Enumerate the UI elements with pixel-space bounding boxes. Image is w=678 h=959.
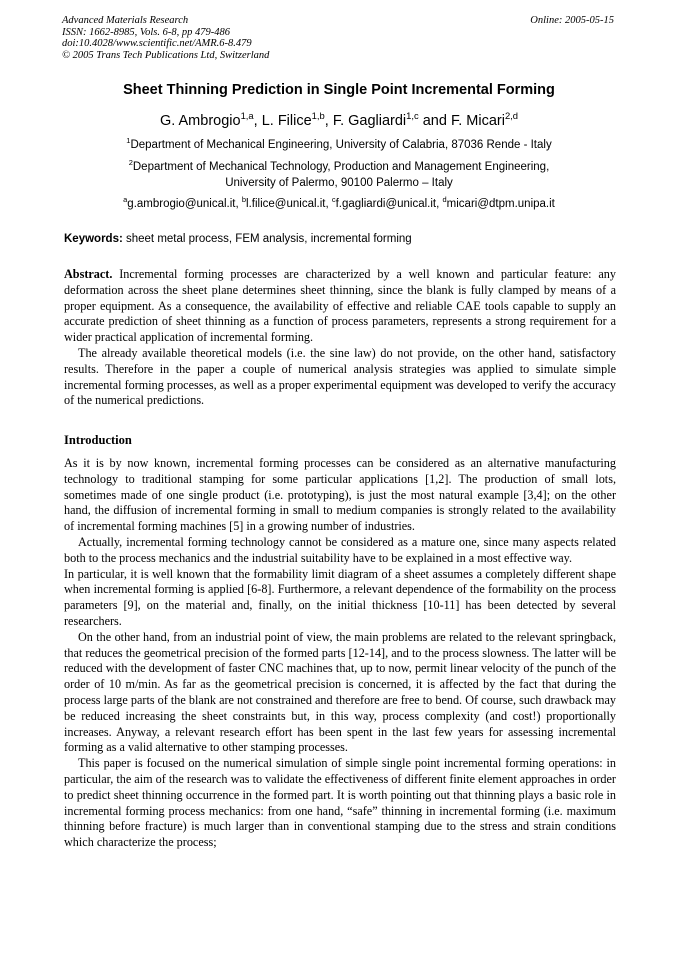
affiliation-text: Department of Mechanical Engineering, University of Calabria, 87036 Rende - Italy xyxy=(130,139,552,151)
abstract-paragraph xyxy=(64,267,616,346)
email-address: micari@dtpm.unipa.it xyxy=(446,198,555,210)
author-name: L. Filice xyxy=(261,113,312,129)
copyright-line: © 2005 Trans Tech Publications Ltd, Switzerland xyxy=(62,49,270,61)
keywords-text: sheet metal process, FEM analysis, incremental forming xyxy=(122,233,412,245)
issn-line: ISSN: 1662-8985, Vols. 6-8, pp 479-486 xyxy=(62,26,230,38)
affiliation-1 xyxy=(0,137,678,153)
online-date: Online: 2005-05-15 xyxy=(530,15,614,26)
author-name: F. Micari xyxy=(450,113,505,129)
body-paragraph: As it is by now known, incremental forming processes can be considered as an alternative manufacturing technology to traditional stamping for some particular applications [1,2]. The production of small lots, sometimes made of one single product (i.e. prototyping), is just the most natural example [3,4]; on the other hand, the diffusion of incremental forming in small to medium companies is strongly related to the availability of incremental forming machines [5] in a growing number of industries. xyxy=(64,456,616,534)
paper-title: Sheet Thinning Prediction in Single Point Incremental Forming xyxy=(123,82,555,98)
email-sup: a xyxy=(123,195,128,205)
email-sup: d xyxy=(442,195,447,205)
section-heading: Introduction xyxy=(64,433,132,447)
email-sup: b xyxy=(241,195,247,205)
body-paragraph: In particular, it is well known that the formability limit diagram of a sheet assumes a completely different shape when incremental forming is applied [6-8]. Furthermore, a relevant dependence of the formability on the process parameters [9], on the material and, finally, on the initial thickness [10-11] has been detected by several researchers. xyxy=(64,566,616,628)
affiliation-line: University of Palermo, 90100 Palermo – Italy xyxy=(225,177,453,189)
author-sep: and xyxy=(418,113,451,129)
abstract-text: Incremental forming processes are characterized by a well known and particular feature: any deformation across the sheet plane determines sheet thinning, since the blank is fully clamped by means of a proper equipment. As a consequence, the availability of effective and reliable CAE tools capable to supply an accurate prediction of sheet thinning as a function of process parameters, represents a strong requirement for a wider practical application of incremental forming. xyxy=(64,267,616,345)
journal-name: Advanced Materials Research xyxy=(62,15,189,26)
abstract xyxy=(64,267,616,409)
author-list xyxy=(0,110,678,129)
abstract-paragraph: The already available theoretical models (i.e. the sine law) do not provide, on the other hand, satisfactory results. Therefore in the paper a couple of numerical analysis strategies was applied to simulate simple incremental forming processes, as well as a proper experimental equipment was developed to verify the accuracy of the numerical predictions. xyxy=(64,345,616,408)
abstract-label: Abstract. xyxy=(64,267,113,281)
journal-header xyxy=(62,15,269,61)
email-list xyxy=(0,196,678,212)
email-address: f.gagliardi@unical.it xyxy=(335,198,437,210)
author-sup: 1,c xyxy=(406,110,419,122)
author-name: G. Ambrogio xyxy=(159,113,241,129)
email-sep: , xyxy=(325,198,332,210)
author-sup: 1,b xyxy=(311,110,325,122)
affiliation-line xyxy=(0,159,678,175)
keywords-label: Keywords: xyxy=(64,233,123,245)
affiliation-2 xyxy=(0,159,678,191)
author-sep: , xyxy=(253,113,262,129)
introduction-body xyxy=(64,456,616,851)
affiliation-text: Department of Mechanical Technology, Production and Management Engineering, xyxy=(132,161,550,173)
author-sup: 1,a xyxy=(240,110,254,122)
affiliation-sup: 1 xyxy=(126,136,131,146)
body-paragraph: This paper is focused on the numerical simulation of simple single point incremental forming operations: in particular, the aim of the research was to validate the effectiveness of different finite element approaches in order to predict sheet thinning occurrence in the formed part. It is worth pointing out that thinning plays a basic role in incremental forming process mechanics: from one hand, “safe” thinning in incremental forming (i.e. maximum thinning before fracture) is much larger than in conventional stamping due to the stress and strain conditions which characterize the process; xyxy=(64,756,616,850)
doi-line: doi:10.4028/www.scientific.net/AMR.6-8.479 xyxy=(62,38,252,49)
author-sup: 2,d xyxy=(504,110,519,122)
email-sep: , xyxy=(436,198,443,210)
email-address: l.filice@unical.it xyxy=(246,198,326,210)
body-paragraph: On the other hand, from an industrial point of view, the main problems are related to the relevant springback, that reduces the geometrical precision of the formed parts [12-14], and to the process slowness. The latter will be reduced with the development of faster CNC machines that, up to now, permit linear velocity of the punch of the order of 10 m/min. As far as the geometrical precision is concerned, it is affected by the fact that during the process large parts of the blank are not constrained and therefore are free to bend. Of course, such drawback may be reduced increasing the sheet constraints but, in this way, process complexity (and cost!) proportionally increases. Anyway, a relevant research effort has been spent in the last few years for assessing incremental forming as a valid alternative to other stamping processes. xyxy=(64,629,616,755)
email-address: g.ambrogio@unical.it xyxy=(127,198,236,210)
affiliation-sup: 2 xyxy=(128,158,133,168)
body-paragraph: Actually, incremental forming technology cannot be considered as a mature one, since many aspects related both to the process mechanics and the industrial suitability have to be explained in a most effective way. xyxy=(64,534,616,565)
email-sup: c xyxy=(331,195,336,205)
keywords xyxy=(64,233,616,245)
email-sep: , xyxy=(235,198,242,210)
author-sep: , xyxy=(324,113,333,129)
author-name: F. Gagliardi xyxy=(332,113,407,129)
